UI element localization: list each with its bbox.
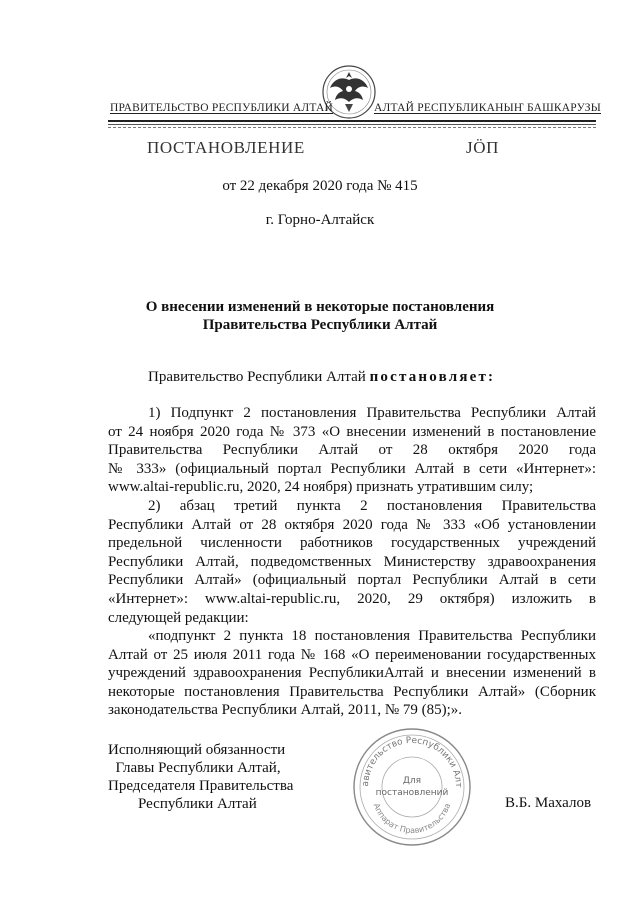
item-1-line: от 24 ноября 2020 года № 373 «О внесении изменений в постановление <box>108 423 596 440</box>
city: г. Горно-Алтайск <box>265 212 375 228</box>
item-2-line: 2) абзац третий пункта 2 постановления Правительства <box>148 498 596 514</box>
title-line-1: О внесении изменений в некоторые постановления <box>145 299 495 315</box>
date-number: от 22 декабря 2020 года № 415 <box>222 178 418 194</box>
doc-type-ru: ПОСТАНОВЛЕНИЕ <box>147 138 305 157</box>
quote-line: учреждений здравоохранения РеспубликиАлтай и внесении изменений в <box>108 665 596 682</box>
signature-position <box>108 741 293 813</box>
quote <box>108 627 596 720</box>
item-1-line: www.altai-republic.ru, 2020, 24 ноября) признать утратившим силу; <box>108 479 534 496</box>
preamble-text: Правительство Республики Алтай <box>148 369 366 385</box>
stamp-bottom-text: Аппарат Правительства <box>371 802 453 836</box>
svg-text:Аппарат Правительства <box>372 802 453 835</box>
quote-line: законодательства Республики Алтай, 2011, № 79 (85);». <box>108 702 463 719</box>
quote-line: «подпункт 2 пункта 18 постановления Правительства Республики <box>148 628 596 644</box>
position-line: Республики Алтай <box>108 796 257 812</box>
stamp-center-line-1: Для <box>402 776 422 786</box>
preamble <box>148 369 495 386</box>
signer-name: В.Б. Махалов <box>505 795 592 811</box>
position-line: Председателя Правительства <box>108 778 294 794</box>
stamp-outer-text: авительство Республики Алт <box>360 735 464 788</box>
item-2-line: «Интернет»: www.altai-republic.ru, 2020, 29 октября) изложить в <box>108 590 596 607</box>
header-right-org: АЛТАЙ РЕСПУБЛИКАНЫҤ БАШКАРУЗЫ <box>374 102 601 114</box>
item-1-line: № 333» (официальный портал Республики Алтай в сети «Интернет»: <box>108 460 596 477</box>
official-stamp <box>348 723 476 851</box>
item-1-line: 1) Подпункт 2 постановления Правительства Республики Алтай <box>148 405 596 421</box>
position-line: Исполняющий обязанности <box>108 742 286 758</box>
item-2-line: Республики Алтай» (официальный портал Республики Алтай в сети <box>108 572 596 589</box>
quote-line: некоторые постановления Правительства Республики Алтай» (Сборник <box>108 683 596 700</box>
item-2-line: следующей редакции: <box>108 609 249 626</box>
header-left-org: ПРАВИТЕЛЬСТВО РЕСПУБЛИКИ АЛТАЙ <box>110 102 334 114</box>
header-rule-thick <box>108 120 596 122</box>
item-1 <box>108 404 596 497</box>
stamp-center-line-2: постановлений <box>375 788 449 798</box>
item-2-line: Республики Алтай, подведомственных Министерству здравоохранения <box>108 553 596 570</box>
item-2-line: предельной численности работников государственных учреждений <box>108 535 596 552</box>
item-2 <box>108 497 596 627</box>
item-1-line: Правительства Республики Алтай от 28 октября 2020 года <box>108 442 596 459</box>
title-line-2: Правительства Республики Алтай <box>202 317 438 333</box>
doc-type-alt: ЈÖП <box>466 138 499 157</box>
position-line: Главы Республики Алтай, <box>108 760 281 776</box>
quote-line: Алтай от 25 июля 2011 года № 168 «О переименовании государственных <box>108 646 596 663</box>
header-rule-thin <box>108 124 596 125</box>
preamble-verb: постановляет: <box>369 369 496 385</box>
header-rule-dashed <box>108 127 596 129</box>
item-2-line: Республики Алтай от 28 октября 2020 года № 333 «Об установлении <box>108 516 596 533</box>
stamp-seal-icon <box>348 723 476 851</box>
